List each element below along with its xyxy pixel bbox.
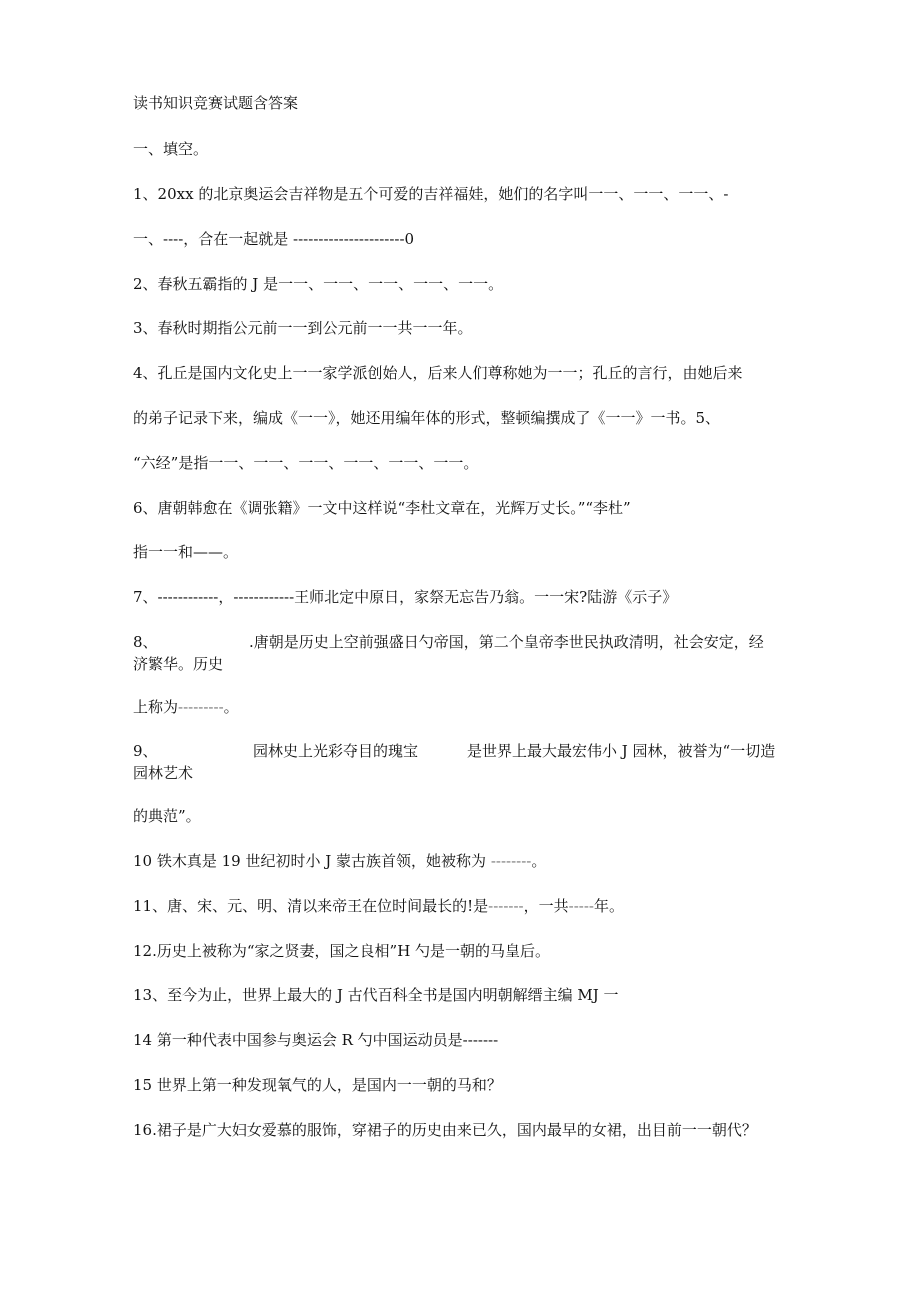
question-11-blank-1: ------- <box>488 897 524 915</box>
question-8-blank: --------- <box>178 698 224 716</box>
question-11-blank-2: ----- <box>568 897 594 915</box>
question-11-text: 11、唐、宋、元、明、清以来帝王在位时间最长的!是 <box>133 897 489 915</box>
question-9-line-2: 园林艺术 <box>133 764 194 782</box>
question-9-line-3: 的典范”。 <box>133 807 201 825</box>
question-10-text: 10 铁木真是 19 世纪初时小 J 蒙古族首领，她被称为 <box>133 852 491 870</box>
question-8-line-3 <box>133 697 239 717</box>
question-3: 3、春秋时期指公元前一一到公元前一一共一一年。 <box>133 319 473 337</box>
question-10 <box>133 851 546 871</box>
question-6-line-2: 指一一和——。 <box>133 543 239 561</box>
question-8-line-2: 济繁华。历史 <box>133 655 224 673</box>
question-4-line-1: 4、孔丘是国内文化史上一一家学派创始人，后来人们尊称她为一一；孔丘的言行，由她后来 <box>133 364 743 382</box>
question-8-line-1: .唐朝是历史上空前强盛日勺帝国，第二个皇帝李世民执政清明，社会安定，经 <box>249 633 764 651</box>
question-14: 14 第一种代表中国参与奥运会 R 勺中国运动员是------- <box>133 1031 499 1049</box>
question-9-number: 9、 <box>133 742 158 760</box>
question-4-line-2: 的弟子记录下来，编成《一一》，她还用编年体的形式，整顿编撰成了《一一》一书。5、 <box>133 409 721 427</box>
question-11 <box>133 896 624 916</box>
question-13: 13、至今为止，世界上最大的 J 古代百科全书是国内明朝解缙主编 MJ 一 <box>133 986 619 1004</box>
question-8-end: 。 <box>223 698 239 716</box>
question-11-mid: ，一共 <box>523 897 569 915</box>
question-12: 12.历史上被称为“家之贤妻，国之良相”H 勺是一朝的马皇后。 <box>133 942 551 960</box>
question-1-line-2: 一、----，合在一起就是 ----------------------0 <box>133 230 415 248</box>
section-heading: 一、填空。 <box>133 140 209 158</box>
question-10-end: 。 <box>531 852 547 870</box>
question-10-blank: -------- <box>490 852 532 870</box>
document-title: 读书知识竞赛试题含答案 <box>133 94 299 112</box>
question-9-middle: 园林史上光彩夺目的瑰宝 <box>253 742 419 760</box>
question-8-text: 上称为 <box>133 698 179 716</box>
question-16: 16.裙子是广大妇女爱慕的服饰，穿裙子的历史由来已久，国内最早的女裙，出目前一一朝代？ <box>133 1121 757 1139</box>
question-11-end: 年。 <box>593 897 624 915</box>
question-2: 2、春秋五霸指的 J 是一一、一一、一一、一一、一一。 <box>133 275 504 293</box>
question-5-line: “六经”是指一一、一一、一一、一一、一一、一一。 <box>133 454 479 472</box>
question-6-line-1: 6、唐朝韩愈在《调张籍》一文中这样说“李杜文章在，光辉万丈长。”“李杜” <box>133 499 631 517</box>
question-1-line-1: 1、20xx 的北京奥运会吉祥物是五个可爱的吉祥福娃，她们的名字叫一一、一一、一一、- <box>133 185 729 203</box>
question-9-line-1: 是世界上最大最宏伟小 J 园林，被誉为“一切造 <box>467 742 776 760</box>
question-7: 7、------------，------------王师北定中原日，家祭无忘告乃翁。一一宋?陆游《示子》 <box>133 588 678 606</box>
question-15: 15 世界上第一种发现氧气的人，是国内一一朝的马和？ <box>133 1076 502 1094</box>
question-8-number: 8、 <box>133 633 158 651</box>
